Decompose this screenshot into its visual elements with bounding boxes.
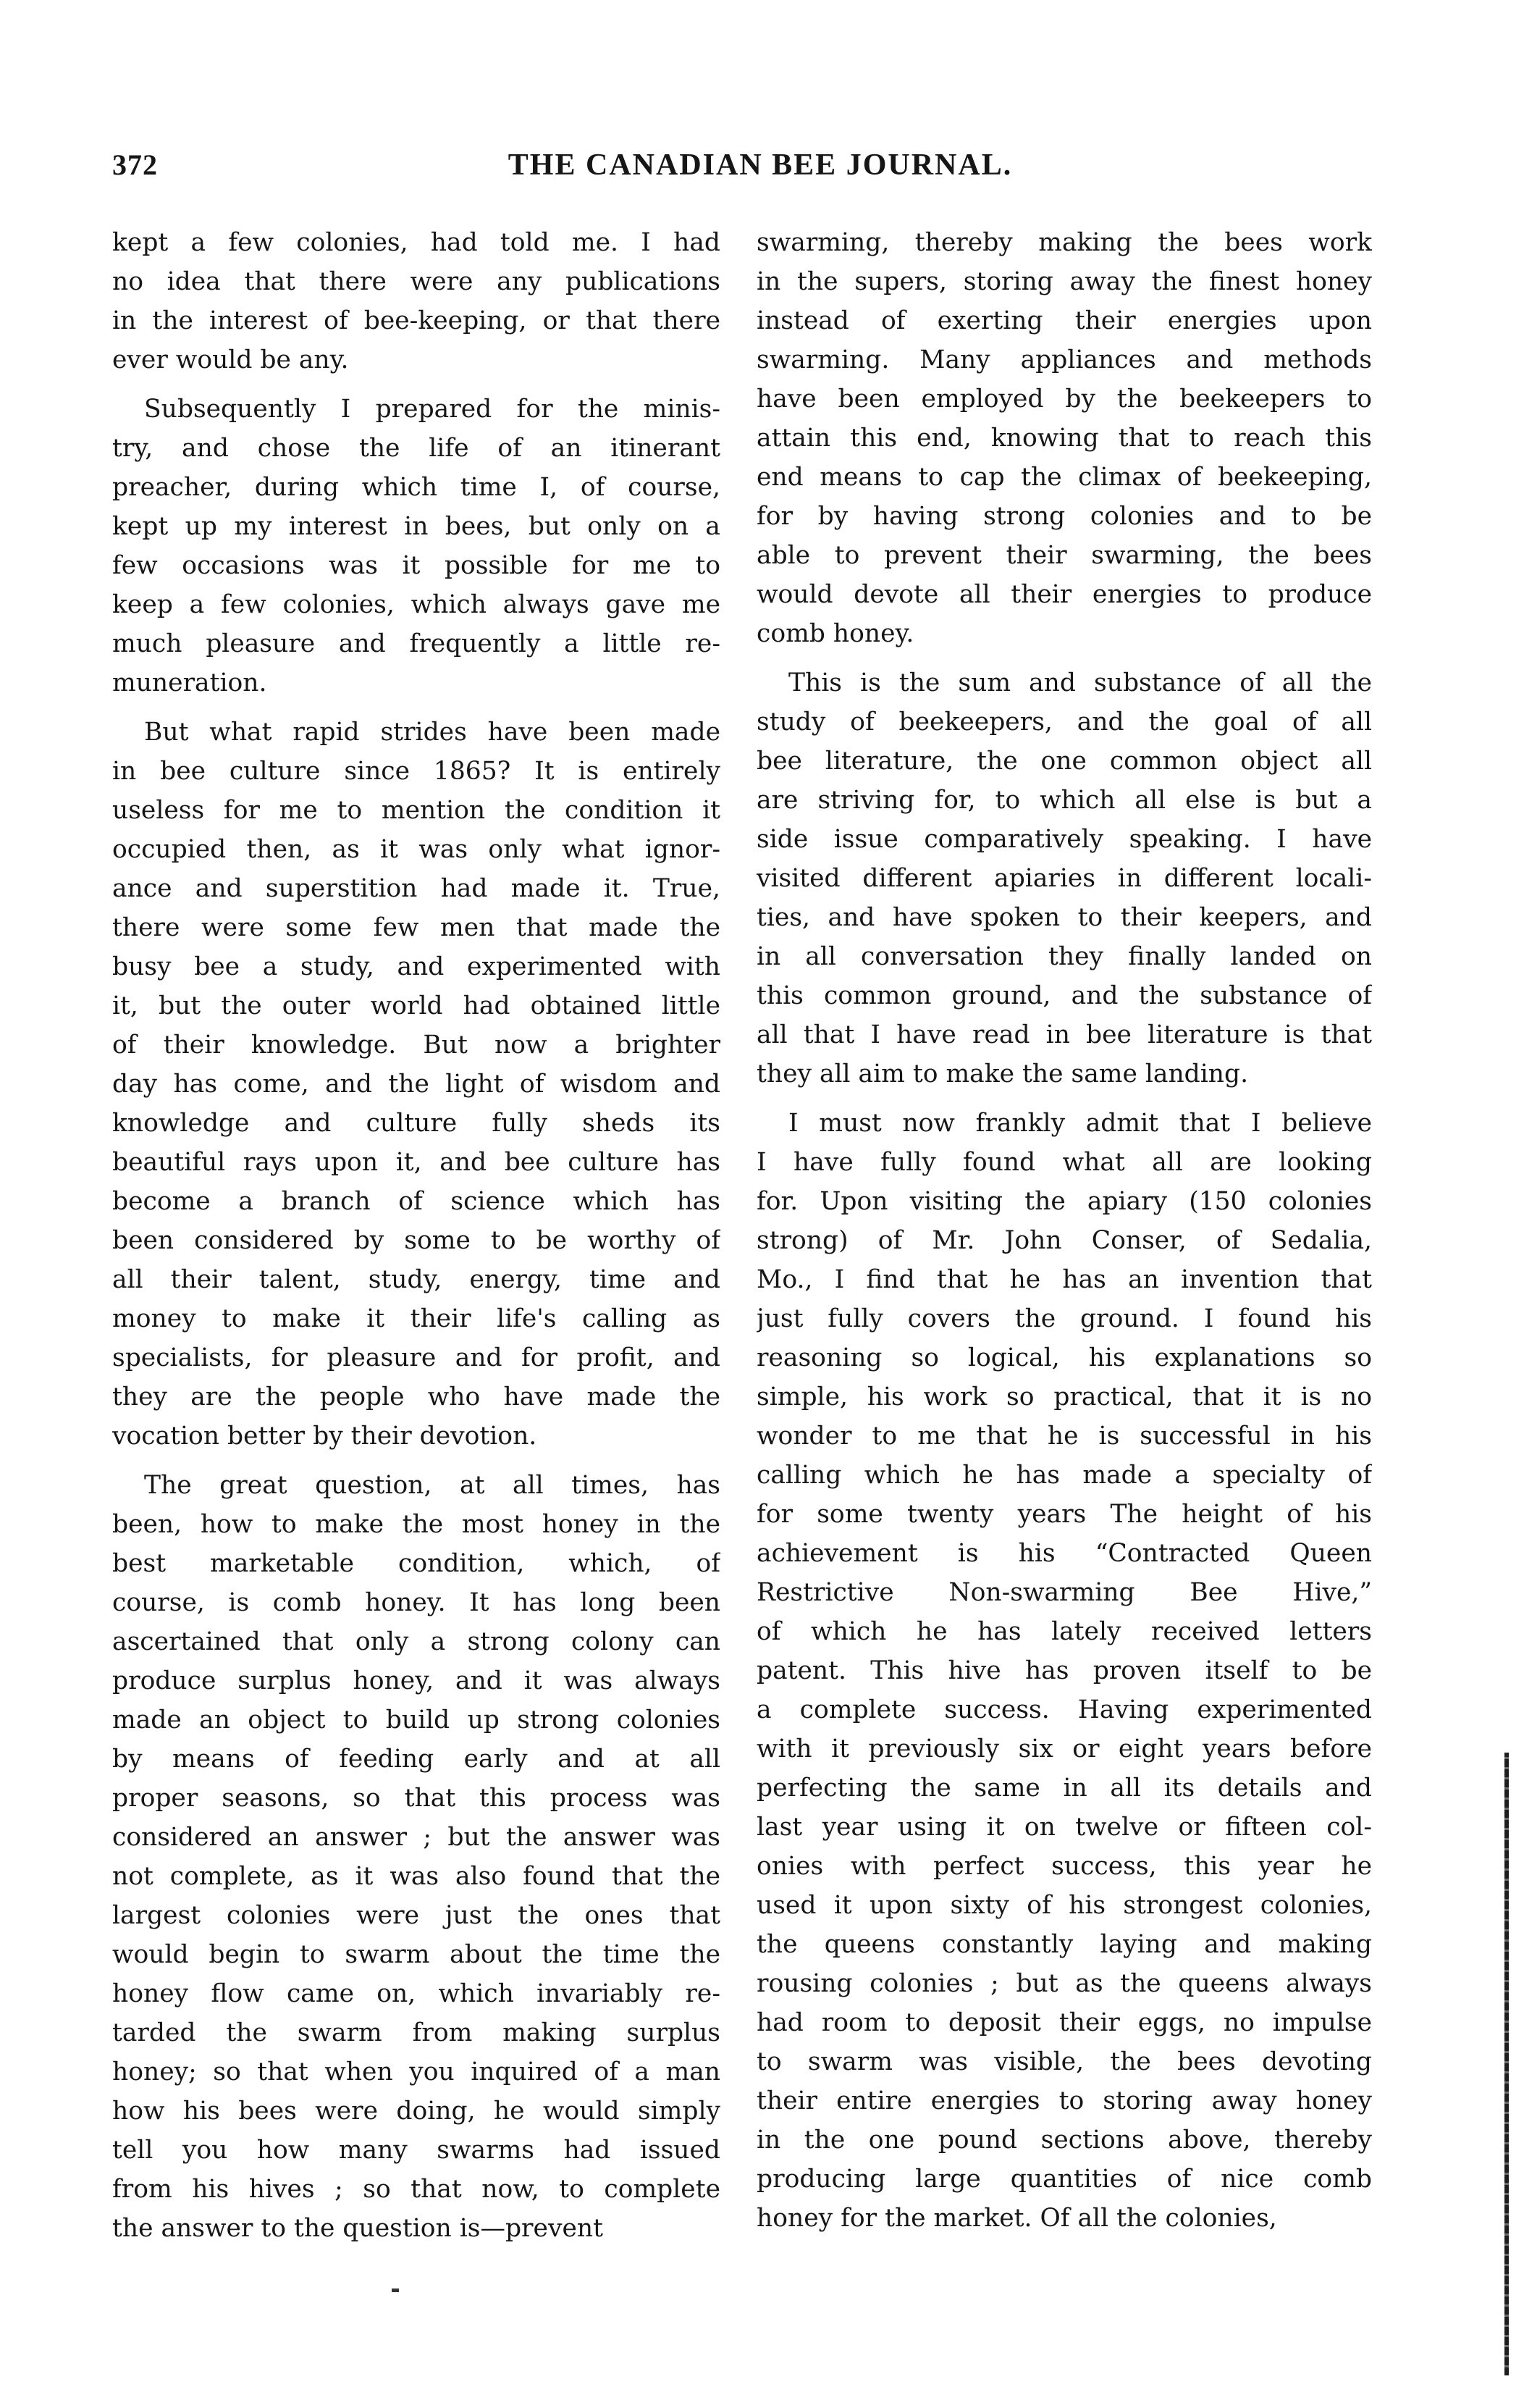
text-line: knowledge and culture fully sheds its xyxy=(112,1109,720,1138)
text-line: tell you how many swarms had issued xyxy=(112,2136,720,2165)
stray-dash-mark xyxy=(392,2289,399,2292)
paragraph-gap xyxy=(757,1094,1372,1104)
paragraph xyxy=(112,223,720,379)
text-line: for some twenty years The height of his xyxy=(757,1500,1372,1529)
paragraph xyxy=(757,223,1372,653)
text-line: side issue comparatively speaking. I have xyxy=(757,825,1372,854)
text-line: study of beekeepers, and the goal of all xyxy=(757,708,1372,737)
text-line: to swarm was visible, the bees devoting xyxy=(757,2047,1372,2076)
text-line: perfecting the same in all its details and xyxy=(757,1774,1372,1803)
text-line: visited different apiaries in different locali- xyxy=(757,864,1372,893)
text-line: much pleasure and frequently a little re- xyxy=(112,629,720,658)
text-line: all that I have read in bee literature is that xyxy=(757,1020,1372,1049)
text-line: Subsequently I prepared for the minis- xyxy=(144,395,720,424)
text-line: are striving for, to which all else is but a xyxy=(757,786,1372,815)
text-line: for by having strong colonies and to be xyxy=(757,502,1372,531)
text-line: made an object to build up strong colonies xyxy=(112,1706,720,1734)
text-line: attain this end, knowing that to reach this xyxy=(757,424,1372,453)
journal-title: THE CANADIAN BEE JOURNAL. xyxy=(508,148,1013,182)
text-line: able to prevent their swarming, the bees xyxy=(757,541,1372,570)
text-line: from his hives ; so that now, to complete xyxy=(112,2175,720,2204)
text-line: patent. This hive has proven itself to be xyxy=(757,1656,1372,1685)
text-line: instead of exerting their energies upon xyxy=(757,306,1372,335)
text-line: considered an answer ; but the answer was xyxy=(112,1823,720,1852)
paragraph xyxy=(757,663,1372,1094)
page-number: 372 xyxy=(112,148,158,181)
text-line: beautiful rays upon it, and bee culture has xyxy=(112,1148,720,1177)
text-line: end means to cap the climax of beekeeping, xyxy=(757,463,1372,492)
paragraph xyxy=(112,713,720,1456)
text-line: I have fully found what all are looking xyxy=(757,1148,1372,1177)
text-line: This is the sum and substance of all the xyxy=(788,668,1372,697)
text-line: they all aim to make the same landing. xyxy=(757,1060,1249,1088)
text-line: for. Upon visiting the apiary (150 colonies xyxy=(757,1187,1372,1216)
text-line: no idea that there were any publications xyxy=(112,267,720,296)
text-line: achievement is his “Contracted Queen xyxy=(757,1539,1372,1568)
text-line: The great question, at all times, has xyxy=(144,1471,720,1500)
text-line: ascertained that only a strong colony can xyxy=(112,1627,720,1656)
text-line: largest colonies were just the ones that xyxy=(112,1901,720,1930)
text-line: occupied then, as it was only what ignor- xyxy=(112,835,720,864)
text-line: best marketable condition, which, of xyxy=(112,1549,720,1578)
text-line: kept up my interest in bees, but only on a xyxy=(112,512,720,541)
text-line: useless for me to mention the condition it xyxy=(112,796,720,825)
text-line: wonder to me that he is successful in his xyxy=(757,1422,1372,1451)
text-line: preacher, during which time I, of course, xyxy=(112,473,720,502)
text-line: all their talent, study, energy, time and xyxy=(112,1265,720,1294)
text-line: produce surplus honey, and it was always xyxy=(112,1666,720,1695)
text-line: become a branch of science which has xyxy=(112,1187,720,1216)
text-line: swarming, thereby making the bees work xyxy=(757,228,1372,257)
text-line: a complete success. Having experimented xyxy=(757,1695,1372,1724)
text-line: honey flow came on, which invariably re- xyxy=(112,1979,720,2008)
text-line: swarming. Many appliances and methods xyxy=(757,345,1372,374)
text-line: been considered by some to be worthy of xyxy=(112,1226,720,1255)
text-line: in bee culture since 1865? It is entirely xyxy=(112,757,720,786)
paragraph-gap xyxy=(112,702,720,713)
text-line: calling which he has made a specialty of xyxy=(757,1461,1372,1490)
text-line: ties, and have spoken to their keepers, and xyxy=(757,903,1372,932)
text-line: I must now frankly admit that I believe xyxy=(788,1109,1372,1138)
text-line: tarded the swarm from making surplus xyxy=(112,2018,720,2047)
text-line: try, and chose the life of an itinerant xyxy=(112,434,720,463)
text-line: not complete, as it was also found that the xyxy=(112,1862,720,1891)
text-line: they are the people who have made the xyxy=(112,1383,720,1411)
text-line: by means of feeding early and at all xyxy=(112,1745,720,1774)
text-line: how his bees were doing, he would simply xyxy=(112,2097,720,2126)
text-line: it, but the outer world had obtained little xyxy=(112,991,720,1020)
text-line: have been employed by the beekeepers to xyxy=(757,385,1372,414)
text-line: muneration. xyxy=(112,668,267,697)
paragraph-gap xyxy=(112,379,720,390)
paragraph xyxy=(757,1104,1372,2238)
text-line: this common ground, and the substance of xyxy=(757,981,1372,1010)
text-line: bee literature, the one common object all xyxy=(757,747,1372,776)
text-line: vocation better by their devotion. xyxy=(112,1422,537,1451)
text-line: with it previously six or eight years before xyxy=(757,1734,1372,1763)
text-line: course, is comb honey. It has long been xyxy=(112,1588,720,1617)
running-header xyxy=(112,148,1408,191)
text-line: of their knowledge. But now a brighter xyxy=(112,1031,720,1060)
text-line: last year using it on twelve or fifteen col- xyxy=(757,1813,1372,1842)
text-line: in the one pound sections above, thereby xyxy=(757,2126,1372,2155)
text-line: specialists, for pleasure and for profit, and xyxy=(112,1343,720,1372)
text-line: ance and superstition had made it. True, xyxy=(112,874,720,903)
text-line: kept a few colonies, had told me. I had xyxy=(112,228,720,257)
text-line: in the interest of bee-keeping, or that there xyxy=(112,306,720,335)
text-line: But what rapid strides have been made xyxy=(144,718,720,747)
text-line: would begin to swarm about the time the xyxy=(112,1940,720,1969)
text-line: few occasions was it possible for me to xyxy=(112,551,720,580)
text-line: comb honey. xyxy=(757,619,914,648)
text-line: Restrictive Non-swarming Bee Hive,” xyxy=(757,1578,1372,1607)
text-line: there were some few men that made the xyxy=(112,913,720,942)
text-line: Mo., I find that he has an invention that xyxy=(757,1265,1372,1294)
text-line: the queens constantly laying and making xyxy=(757,1930,1372,1959)
text-line: had room to deposit their eggs, no impulse xyxy=(757,2008,1372,2037)
text-line: in all conversation they finally landed on xyxy=(757,942,1372,971)
text-line: in the supers, storing away the finest honey xyxy=(757,267,1372,296)
text-line: keep a few colonies, which always gave me xyxy=(112,590,720,619)
text-line: producing large quantities of nice comb xyxy=(757,2165,1372,2194)
text-line: busy bee a study, and experimented with xyxy=(112,952,720,981)
text-line: honey for the market. Of all the colonies, xyxy=(757,2204,1277,2233)
paragraph-gap xyxy=(112,1456,720,1466)
text-line: proper seasons, so that this process was xyxy=(112,1784,720,1813)
text-line: simple, his work so practical, that it is no xyxy=(757,1383,1372,1411)
text-line: rousing colonies ; but as the queens always xyxy=(757,1969,1372,1998)
right-column xyxy=(757,223,1372,2238)
text-line: their entire energies to storing away honey xyxy=(757,2086,1372,2115)
paragraph-gap xyxy=(757,653,1372,663)
text-line: just fully covers the ground. I found his xyxy=(757,1304,1372,1333)
text-line: ever would be any. xyxy=(112,345,349,374)
text-line: money to make it their life's calling as xyxy=(112,1304,720,1333)
text-line: onies with perfect success, this year he xyxy=(757,1852,1372,1881)
text-line: honey; so that when you inquired of a man xyxy=(112,2057,720,2086)
text-line: the answer to the question is—prevent xyxy=(112,2214,603,2243)
text-line: strong) of Mr. John Conser, of Sedalia, xyxy=(757,1226,1372,1255)
text-line: reasoning so logical, his explanations so xyxy=(757,1343,1372,1372)
text-line: of which he has lately received letters xyxy=(757,1617,1372,1646)
text-line: used it upon sixty of his strongest colonies, xyxy=(757,1891,1372,1920)
text-line: would devote all their energies to produce xyxy=(757,580,1372,609)
text-line: been, how to make the most honey in the xyxy=(112,1510,720,1539)
paragraph xyxy=(112,390,720,702)
paragraph xyxy=(112,1466,720,2248)
left-column xyxy=(112,223,720,2248)
text-line: day has come, and the light of wisdom and xyxy=(112,1070,720,1099)
scan-edge-mark xyxy=(1504,1753,1509,2375)
